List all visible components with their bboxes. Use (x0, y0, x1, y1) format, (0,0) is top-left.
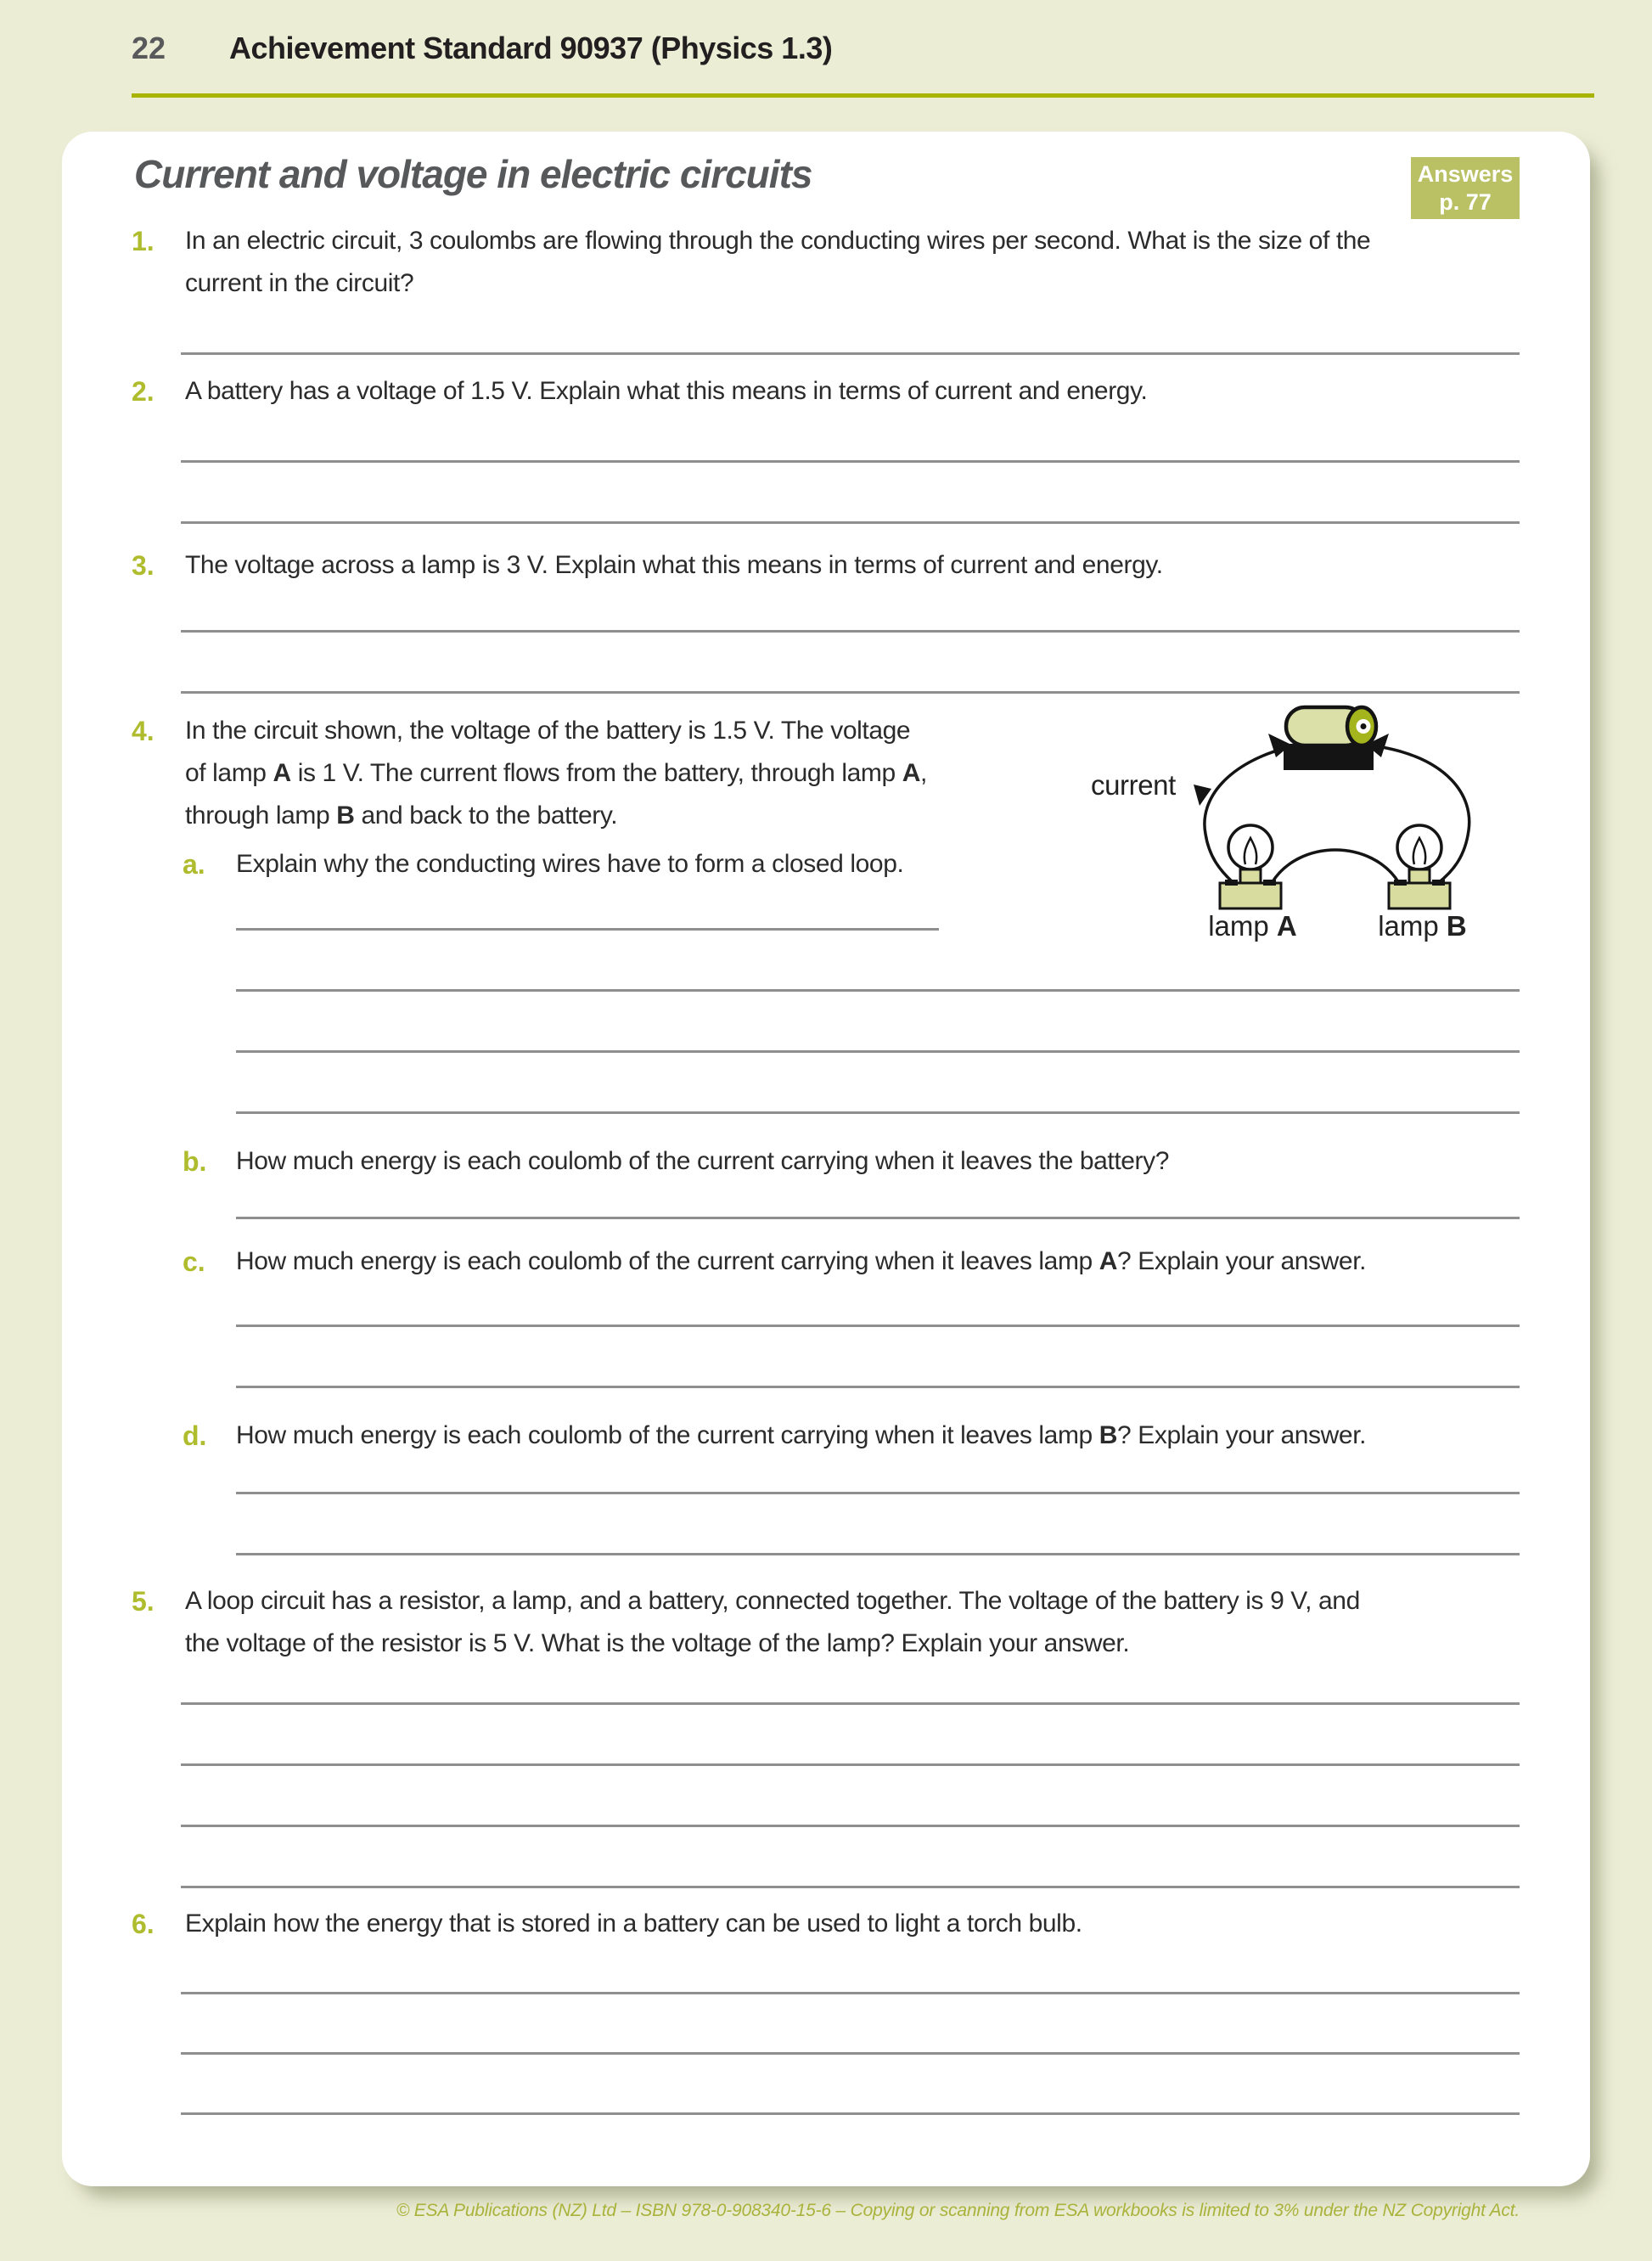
text-segment: , (919, 759, 927, 787)
lamp-b-neck (1409, 869, 1430, 883)
question-3-text (185, 544, 1163, 587)
answer-line[interactable] (181, 1763, 1520, 1766)
header-rule (132, 93, 1594, 98)
lamp-a-bulb (1228, 825, 1273, 869)
text-line (185, 370, 1147, 413)
answer-line[interactable] (181, 1702, 1520, 1705)
text-segment: current in the circuit? (185, 269, 414, 297)
question-1-number: 1. (132, 226, 155, 256)
text-segment: How much energy is each coulomb of the current carrying when it leaves lamp (236, 1421, 1099, 1449)
question-4c-letter: c. (183, 1246, 205, 1277)
header-title: Achievement Standard 90937 (Physics 1.3) (229, 31, 833, 65)
question-5-number: 5. (132, 1586, 155, 1617)
text-segment: A (902, 759, 920, 787)
lamp-a-base (1220, 883, 1281, 908)
answer-line[interactable] (236, 928, 939, 931)
text-line (185, 1623, 1360, 1665)
question-4a-letter: a. (183, 849, 205, 880)
answers-badge-label: Answers (1417, 161, 1514, 187)
question-6-text (185, 1903, 1082, 1945)
answers-badge (1411, 157, 1520, 219)
answer-line[interactable] (181, 1825, 1520, 1827)
answer-line[interactable] (181, 630, 1520, 633)
text-segment: How much energy is each coulomb of the current carrying when it leaves lamp (236, 1247, 1099, 1275)
text-segment: A loop circuit has a resistor, a lamp, and a battery, connected together. The voltage of the battery is 9 V, and (185, 1587, 1360, 1615)
text-line (185, 1580, 1360, 1623)
answer-line[interactable] (181, 521, 1520, 524)
text-segment: A (1276, 910, 1297, 942)
question-1-text (185, 220, 1370, 305)
lamp-b-illustration (1389, 825, 1450, 908)
answer-line[interactable] (181, 1992, 1520, 1994)
question-4d-text (236, 1415, 1366, 1457)
text-line (236, 1415, 1366, 1457)
answer-line[interactable] (236, 1386, 1520, 1388)
answer-line[interactable] (236, 1553, 1520, 1555)
text-segment: and back to the battery. (354, 801, 618, 830)
text-segment: is 1 V. The current flows from the battery, through lamp (290, 759, 902, 787)
lamp-a-neck (1240, 869, 1261, 883)
text-segment: In an electric circuit, 3 coulombs are flowing through the conducting wires per second. What is the size of the (185, 227, 1371, 255)
text-segment: through lamp (185, 801, 337, 830)
battery-terminal-dot (1361, 723, 1367, 729)
answer-line[interactable] (181, 2052, 1520, 2055)
current-label: current (1091, 769, 1176, 801)
text-segment: lamp (1378, 910, 1447, 942)
answer-line[interactable] (236, 1492, 1520, 1494)
text-segment: the voltage of the resistor is 5 V. What is the voltage of the lamp? Explain your answer. (185, 1629, 1130, 1657)
text-segment: B (336, 801, 355, 830)
copyright-footer: © ESA Publications (NZ) Ltd – ISBN 978-0-908340-15-6 – Copying or scanning from ESA workbooks is limited to 3% under the NZ Copyright Act. (396, 2201, 1520, 2220)
question-4-text (185, 710, 927, 837)
text-line (185, 1903, 1082, 1945)
lamp-a-contact-left (1225, 880, 1238, 886)
question-2-text (185, 370, 1147, 413)
text-segment: lamp (1208, 910, 1277, 942)
text-line (185, 752, 927, 795)
question-4c-text (236, 1240, 1366, 1283)
question-4d-letter: d. (183, 1420, 207, 1451)
text-segment: The voltage across a lamp is 3 V. Explain what this means in terms of current and energy. (185, 551, 1163, 579)
battery-holder (1284, 744, 1374, 770)
lamp-b-base (1389, 883, 1450, 908)
lamp-b-contact-right (1432, 880, 1445, 886)
text-segment: A (273, 759, 291, 787)
text-segment: How much energy is each coulomb of the current carrying when it leaves the battery? (236, 1147, 1170, 1175)
question-4b-letter: b. (183, 1146, 207, 1177)
page-number: 22 (132, 31, 166, 65)
answer-line[interactable] (181, 1886, 1520, 1888)
question-5-text (185, 1580, 1360, 1665)
question-4a-text (236, 843, 903, 886)
text-line (236, 1240, 1366, 1283)
question-3-number: 3. (132, 550, 155, 581)
text-line (185, 795, 927, 837)
text-line (185, 710, 927, 752)
text-segment: of lamp (185, 759, 273, 787)
text-line (236, 843, 903, 886)
answer-line[interactable] (181, 352, 1520, 355)
answers-badge-page-ref: p. 77 (1439, 189, 1492, 215)
lamp-b-label (1340, 910, 1505, 942)
text-segment: ? Explain your answer. (1117, 1247, 1367, 1275)
question-6-number: 6. (132, 1909, 155, 1939)
text-line (185, 544, 1163, 587)
text-line (185, 262, 1370, 305)
lamp-b-contact-left (1394, 880, 1407, 886)
text-segment: B (1446, 910, 1467, 942)
text-segment: A battery has a voltage of 1.5 V. Explain what this means in terms of current and energy. (185, 377, 1148, 405)
answer-line[interactable] (236, 1050, 1520, 1053)
text-segment: ? Explain your answer. (1117, 1421, 1367, 1449)
lamp-a-label (1170, 910, 1335, 942)
text-segment: Explain why the conducting wires have to form a closed loop. (236, 850, 904, 878)
worksheet-title: Current and voltage in electric circuits (134, 152, 812, 196)
answer-line[interactable] (236, 989, 1520, 992)
text-segment: Explain how the energy that is stored in a battery can be used to light a torch bulb. (185, 1909, 1082, 1938)
text-segment: B (1099, 1421, 1118, 1449)
text-segment: A (1099, 1247, 1118, 1275)
lamp-b-bulb (1397, 825, 1441, 869)
answer-line[interactable] (181, 460, 1520, 463)
answer-line[interactable] (181, 2112, 1520, 2115)
wire-lamp-a-to-lamp-b (1272, 850, 1399, 883)
question-4b-text (236, 1140, 1169, 1183)
answer-line[interactable] (236, 1217, 1520, 1219)
answer-line[interactable] (236, 1325, 1520, 1327)
question-4-number: 4. (132, 716, 155, 746)
text-line (236, 1140, 1169, 1183)
text-line (185, 220, 1370, 262)
question-2-number: 2. (132, 376, 155, 407)
lamp-a-contact-right (1263, 880, 1276, 886)
answer-line[interactable] (236, 1111, 1520, 1114)
lamp-a-illustration (1220, 825, 1281, 908)
text-segment: In the circuit shown, the voltage of the battery is 1.5 V. The voltage (185, 717, 911, 745)
